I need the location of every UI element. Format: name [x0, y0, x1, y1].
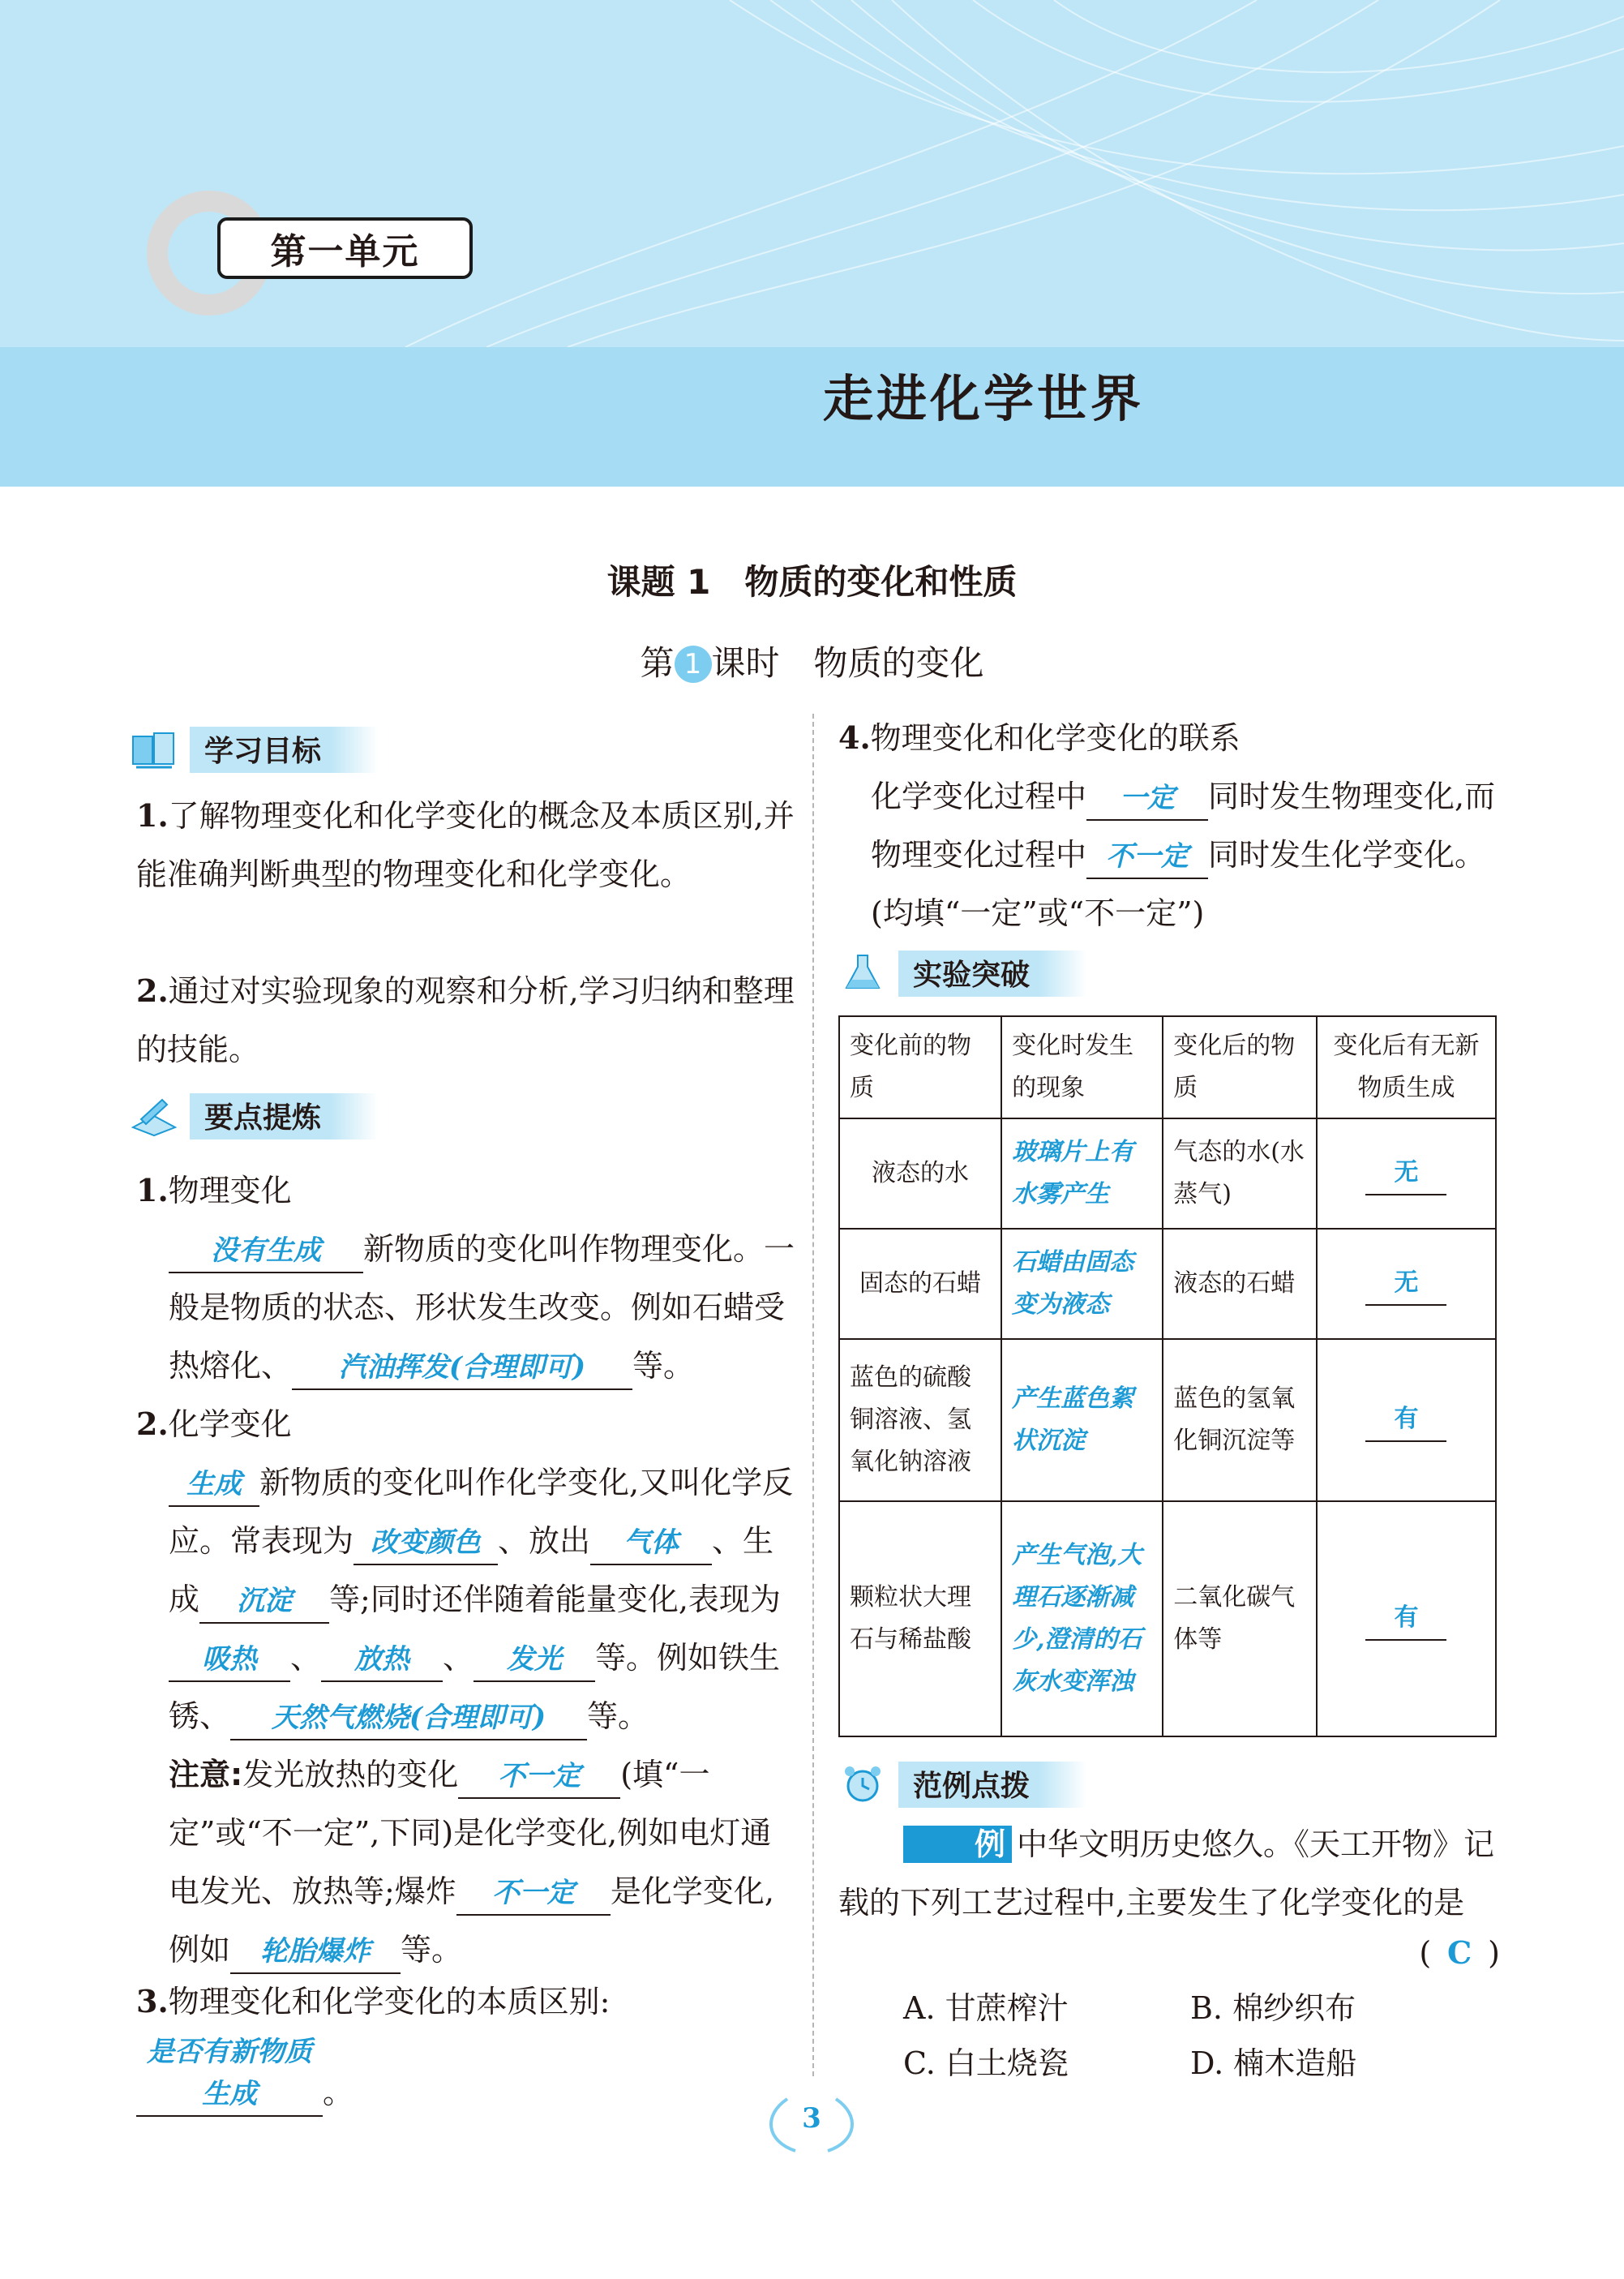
point-1-title-text: 物理变化 — [168, 1173, 292, 1208]
table-cell-phenomenon: 石蜡由固态变为液态 — [1001, 1229, 1163, 1339]
point-1-number: 1. — [136, 1172, 169, 1208]
note-text-2: (填“一定”或“不一定”,下同)是化学变化,例如电灯通电发光、放热等;爆炸 — [169, 1757, 772, 1909]
point-1-text-1: 新物质的变化叫作物理变化。一般是物质的状态、形状发生改变。例如石蜡受热熔化、 — [169, 1231, 795, 1384]
answer-blank: 沉淀 — [199, 1580, 329, 1624]
table-cell-after: 气态的水(水蒸气) — [1163, 1118, 1317, 1229]
point-2-text-5: 、 — [290, 1640, 322, 1676]
table-cell-phenomenon: 产生气泡,大理石逐渐减少,澄清的石灰水变浑浊 — [1001, 1501, 1163, 1736]
answer-blank: 不一定 — [458, 1755, 620, 1799]
answer-blank: 有 — [1365, 1398, 1446, 1442]
lesson-title: 课题 1 物质的变化和性质 — [606, 562, 1018, 602]
table-cell-new — [1317, 1229, 1496, 1339]
table-cell-before: 颗粒状大理石与稀盐酸 — [839, 1501, 1001, 1736]
answer-blank: 有 — [1365, 1597, 1446, 1641]
point-3 — [136, 1972, 795, 2122]
option-b: B. 棉纱织布 — [1190, 1990, 1356, 2026]
table-row — [839, 1118, 1496, 1229]
point-4-text-3: 同时发生化学变化。(均填“一定”或“不一定”) — [871, 837, 1486, 931]
table-row — [839, 1501, 1496, 1736]
example-answer-close: ) — [1488, 1935, 1500, 1971]
option-d: D. 楠木造船 — [1190, 2045, 1357, 2081]
table-header: 变化前的物质 — [839, 1016, 1001, 1118]
point-4-text-1: 化学变化过程中 — [871, 779, 1087, 814]
option-c: C. 白土烧瓷 — [903, 2045, 1069, 2081]
answer-blank: 气体 — [590, 1521, 712, 1565]
table-row — [839, 1229, 1496, 1339]
column-divider — [812, 714, 814, 2076]
example-text: 中华文明历史悠久。《天工开物》记载的下列工艺过程中,主要发生了化学变化的是 — [838, 1826, 1495, 1921]
table-cell-before: 液态的水 — [839, 1118, 1001, 1229]
experiment-heading-label: 实验突破 — [898, 951, 1086, 997]
point-4 — [838, 709, 1511, 942]
point-2-number: 2. — [136, 1406, 169, 1442]
point-1-body — [136, 1220, 795, 1395]
table-cell-new — [1317, 1118, 1496, 1229]
point-1 — [136, 1161, 795, 1395]
example-heading-label: 范例点拨 — [898, 1762, 1086, 1808]
answer-blank: 放热 — [321, 1638, 443, 1682]
table-cell-new — [1317, 1339, 1496, 1501]
answer-blank: 轮胎爆炸 — [230, 1930, 401, 1974]
example-answer — [1378, 1924, 1500, 1982]
banner-decoration-icon — [0, 0, 1624, 347]
answer-blank: 吸热 — [169, 1638, 290, 1682]
point-2-text-1: 新物质的变化叫作化学变化,又叫化学反应。常表现为 — [169, 1465, 794, 1559]
table-header-row — [839, 1016, 1496, 1118]
point-2-text-7: 等。例如铁生锈、 — [169, 1640, 781, 1734]
pencil-book-icon — [130, 1095, 178, 1137]
experiment-heading — [838, 949, 1086, 998]
period-prefix: 第 — [640, 643, 675, 683]
unit-banner — [0, 0, 1624, 487]
example-answer-open: ( — [1419, 1935, 1432, 1971]
table-cell-after: 液态的石蜡 — [1163, 1229, 1317, 1339]
example-heading — [838, 1760, 1086, 1809]
example-question — [838, 1815, 1497, 1932]
answer-blank: 汽油挥发(合理即可) — [292, 1346, 632, 1390]
table-cell-after: 蓝色的氢氧化铜沉淀等 — [1163, 1339, 1317, 1501]
note-label: 注意: — [169, 1757, 243, 1792]
goal-1 — [136, 787, 795, 903]
page-number: 3 — [802, 2102, 821, 2135]
points-heading-label: 要点提炼 — [190, 1093, 378, 1140]
banner-title-band — [0, 347, 1624, 487]
point-2-text-4: 等;同时还伴随着能量变化,表现为 — [329, 1582, 781, 1617]
point-2-text-2: 、放出 — [498, 1523, 591, 1559]
answer-blank: 天然气燃烧(合理即可) — [230, 1697, 587, 1740]
answer-blank: 改变颜色 — [354, 1521, 498, 1565]
point-4-title — [838, 709, 1511, 767]
answer-blank: 发光 — [473, 1638, 595, 1682]
point-2-text-8: 等。 — [587, 1698, 649, 1734]
point-3-number: 3. — [136, 1983, 169, 2019]
point-3-end: 。 — [323, 2075, 354, 2110]
table-cell-phenomenon: 产生蓝色絮状沉淀 — [1001, 1339, 1163, 1501]
table-header: 变化后有无新物质生成 — [1317, 1016, 1496, 1118]
table-header: 变化时发生的现象 — [1001, 1016, 1163, 1118]
note-text-1: 发光放热的变化 — [242, 1757, 459, 1792]
goal-1-text: 了解物理变化和化学变化的概念及本质区别,并能准确判断典型的物理变化和化学变化。 — [136, 798, 795, 892]
point-4-number: 4. — [838, 719, 871, 756]
point-4-body — [838, 767, 1511, 942]
point-2-title — [136, 1395, 795, 1453]
answer-blank: 无 — [1365, 1152, 1446, 1195]
answer-blank: 是否有新物质生成 — [136, 2031, 323, 2117]
point-4-title-text: 物理变化和化学变化的联系 — [870, 720, 1240, 756]
answer-blank: 不一定 — [456, 1872, 611, 1916]
flask-icon — [838, 952, 887, 994]
answer-blank: 生成 — [169, 1463, 259, 1507]
period-number-badge: 1 — [675, 646, 712, 683]
note — [136, 1745, 795, 1979]
point-4-text-2: 同时发生物理变化,而物理变化过程中 — [871, 779, 1496, 873]
point-2 — [136, 1395, 795, 1979]
answer-blank: 一定 — [1086, 777, 1208, 821]
period-suffix: 课时 物质的变化 — [711, 643, 984, 683]
point-2-title-text: 化学变化 — [168, 1406, 292, 1442]
points-heading — [130, 1092, 378, 1140]
note-text-4: 等。 — [401, 1932, 463, 1968]
alarm-clock-icon — [838, 1763, 887, 1805]
point-2-text-3: 、生成 — [169, 1523, 774, 1617]
point-2-text-6: 、 — [443, 1640, 474, 1676]
option-a: A. 甘蔗榨汁 — [903, 1990, 1069, 2026]
book-icon — [130, 728, 178, 770]
table-cell-phenomenon: 玻璃片上有水雾产生 — [1001, 1118, 1163, 1229]
point-1-text-2: 等。 — [632, 1348, 695, 1384]
example-tag: 例 — [903, 1826, 1012, 1863]
note-text-3: 是化学变化,例如 — [169, 1873, 774, 1968]
point-3-text: 物理变化和化学变化的本质区别: — [168, 1984, 611, 2019]
goals-heading — [130, 725, 378, 774]
table-row — [839, 1339, 1496, 1501]
goal-2 — [136, 962, 795, 1079]
table-header: 变化后的物质 — [1163, 1016, 1317, 1118]
answer-blank: 没有生成 — [169, 1230, 363, 1273]
goal-2-text: 通过对实验现象的观察和分析,学习归纳和整理的技能。 — [136, 973, 795, 1067]
experiment-table — [838, 1015, 1497, 1737]
period-title — [0, 637, 1624, 685]
unit-title: 走进化学世界 — [823, 369, 1145, 428]
table-cell-new — [1317, 1501, 1496, 1736]
goals-heading-label: 学习目标 — [190, 727, 378, 773]
answer-blank: 不一定 — [1086, 835, 1208, 879]
unit-label: 第一单元 — [217, 217, 473, 279]
table-cell-before: 固态的石蜡 — [839, 1229, 1001, 1339]
table-cell-before: 蓝色的硫酸铜溶液、氢氧化钠溶液 — [839, 1339, 1001, 1501]
table-cell-after: 二氧化碳气体等 — [1163, 1501, 1317, 1736]
goal-1-number: 1. — [136, 797, 169, 834]
point-1-title — [136, 1161, 795, 1220]
example-answer-value: C — [1447, 1934, 1472, 1971]
goal-2-number: 2. — [136, 972, 169, 1009]
answer-blank: 无 — [1365, 1262, 1446, 1306]
point-2-body — [136, 1453, 795, 1745]
